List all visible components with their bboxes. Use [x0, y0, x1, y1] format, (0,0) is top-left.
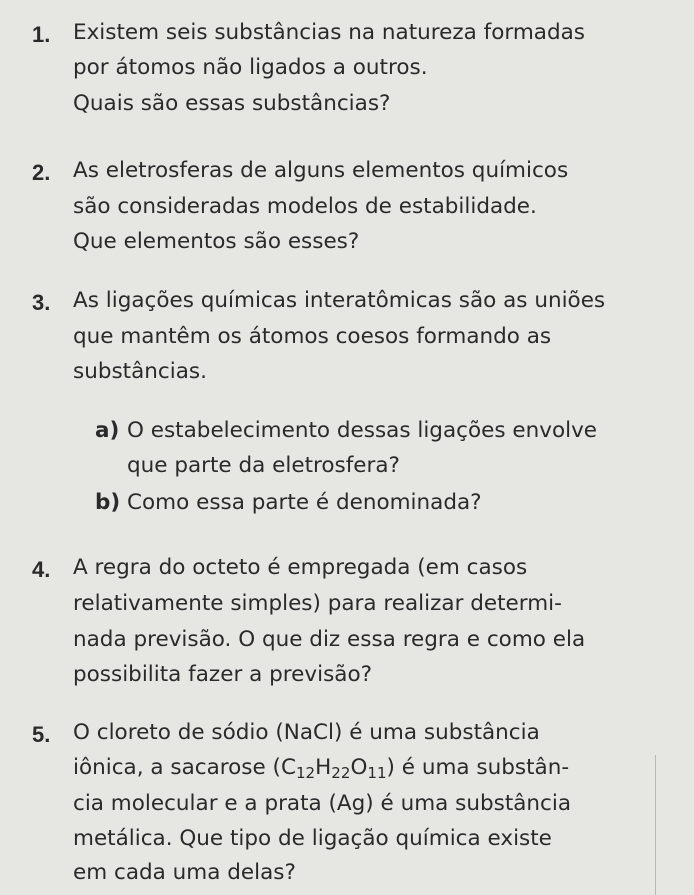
- question-number: 5.: [32, 722, 51, 747]
- page-edge-divider: [655, 755, 656, 895]
- question-number: 2.: [32, 160, 51, 185]
- question-text-line: relativamente simples) para realizar determi-: [73, 591, 562, 616]
- question-text-line: Existem seis substâncias na natureza formadas: [73, 20, 585, 45]
- question-text-line: A regra do octeto é empregada (em casos: [73, 555, 528, 580]
- question-text-line: metálica. Que tipo de ligação química existe: [73, 826, 552, 851]
- subquestion-text-line: O estabelecimento dessas ligações envolve: [127, 418, 598, 443]
- subscript: 11: [367, 763, 387, 782]
- text-fragment: iônica, a sacarose (C: [73, 755, 296, 780]
- text-fragment: O: [350, 755, 368, 780]
- question-text-line: que mantêm os átomos coesos formando as: [73, 324, 552, 349]
- text-fragment: ) é uma substân-: [386, 755, 570, 780]
- question-text-line: possibilita fazer a previsão?: [73, 662, 373, 687]
- question-text-line: As eletrosferas de alguns elementos químicos: [73, 158, 569, 183]
- question-text-line: nada previsão. O que diz essa regra e como ela: [73, 627, 586, 652]
- question-text-line: são consideradas modelos de estabilidade.: [73, 194, 537, 219]
- question-text-line: em cada uma delas?: [73, 860, 296, 885]
- question-text-line: Quais são essas substâncias?: [73, 91, 391, 116]
- subscript: 12: [295, 763, 316, 782]
- subquestion-label: b): [95, 490, 121, 515]
- question-text-line: substâncias.: [73, 359, 207, 384]
- question-text-line: [73, 755, 570, 782]
- question-number: 3.: [32, 290, 51, 315]
- question-number: 4.: [32, 557, 51, 582]
- question-text-line: As ligações químicas interatômicas são as uniões: [73, 288, 606, 313]
- question-text-line: O cloreto de sódio (NaCl) é uma substância: [73, 720, 540, 745]
- subquestion-text-line: Como essa parte é denominada?: [127, 490, 482, 515]
- question-text-line: por átomos não ligados a outros.: [73, 55, 428, 80]
- subscript: 22: [331, 763, 351, 782]
- question-text-line: cia molecular e a prata (Ag) é uma substância: [73, 791, 572, 816]
- subquestion-text-line: que parte da eletrosfera?: [127, 453, 400, 478]
- text-fragment: H: [315, 755, 332, 780]
- question-text-line: Que elementos são esses?: [73, 229, 360, 254]
- question-number: 1.: [32, 22, 51, 47]
- subquestion-label: a): [95, 418, 120, 443]
